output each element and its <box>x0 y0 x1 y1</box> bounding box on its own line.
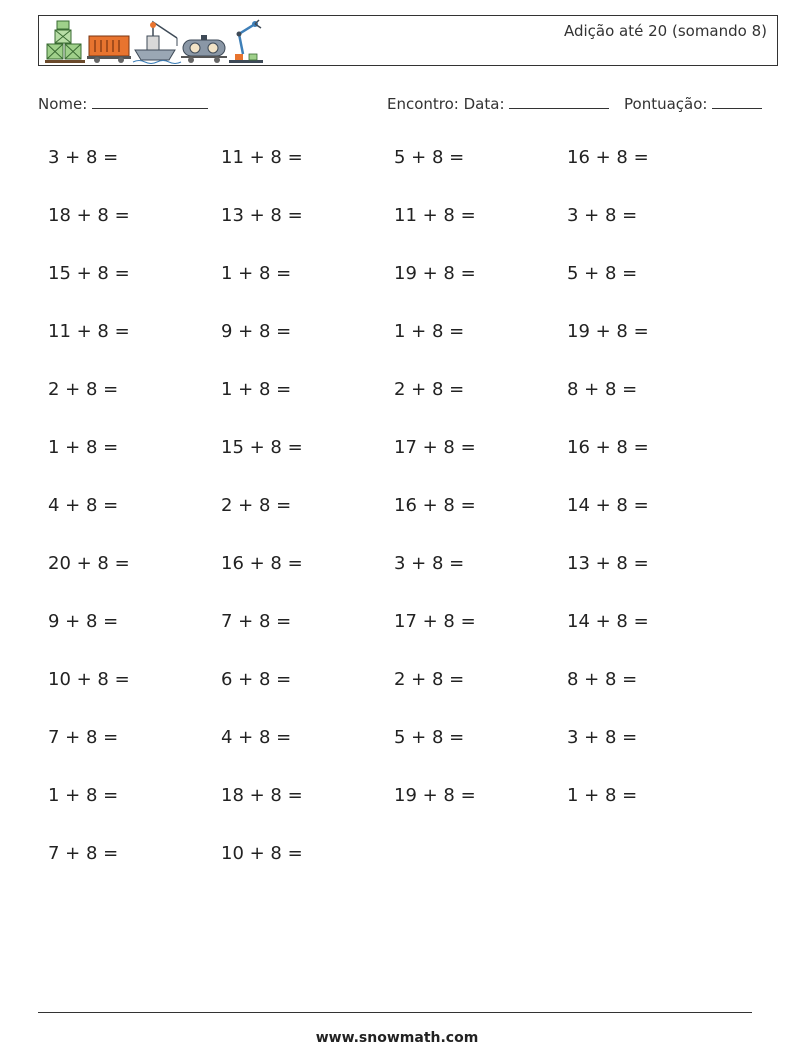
problem-item: 15 + 8 = <box>221 437 303 458</box>
date-blank[interactable] <box>509 94 609 109</box>
problem-item: 16 + 8 = <box>221 553 303 574</box>
problem-item: 7 + 8 = <box>48 843 119 864</box>
problem-item: 20 + 8 = <box>48 553 130 574</box>
score-label: Pontuação: <box>624 95 708 113</box>
stacked-crates-icon <box>45 21 85 63</box>
problem-item: 6 + 8 = <box>221 669 292 690</box>
problem-item: 11 + 8 = <box>221 147 303 168</box>
problem-item: 17 + 8 = <box>394 437 476 458</box>
header-illustration <box>43 18 268 64</box>
problem-item: 15 + 8 = <box>48 263 130 284</box>
problem-item: 3 + 8 = <box>567 205 638 226</box>
problem-item: 2 + 8 = <box>394 379 465 400</box>
problem-item: 13 + 8 = <box>567 553 649 574</box>
problem-item: 8 + 8 = <box>567 379 638 400</box>
problem-item: 18 + 8 = <box>221 785 303 806</box>
problem-item: 11 + 8 = <box>48 321 130 342</box>
problem-item: 7 + 8 = <box>221 611 292 632</box>
problem-item: 3 + 8 = <box>48 147 119 168</box>
name-field <box>38 94 208 113</box>
problem-item: 3 + 8 = <box>567 727 638 748</box>
encounter-date-field <box>387 94 609 113</box>
problem-item: 9 + 8 = <box>221 321 292 342</box>
problem-item: 1 + 8 = <box>48 437 119 458</box>
problem-item: 19 + 8 = <box>394 785 476 806</box>
problem-item: 2 + 8 = <box>48 379 119 400</box>
footer-url: www.snowmath.com <box>315 1030 479 1046</box>
problem-item: 1 + 8 = <box>221 379 292 400</box>
problem-item: 2 + 8 = <box>394 669 465 690</box>
problem-item: 19 + 8 = <box>394 263 476 284</box>
problem-item: 5 + 8 = <box>394 727 465 748</box>
problem-item: 19 + 8 = <box>567 321 649 342</box>
problem-item: 5 + 8 = <box>394 147 465 168</box>
name-blank[interactable] <box>92 94 208 109</box>
header-box <box>38 15 778 66</box>
robot-arm-icon <box>229 20 263 63</box>
problem-item: 2 + 8 = <box>221 495 292 516</box>
problem-item: 1 + 8 = <box>221 263 292 284</box>
worksheet-title: Adição até 20 (somando 8) <box>563 22 767 40</box>
tank-wagon-icon <box>181 35 227 63</box>
problem-item: 4 + 8 = <box>48 495 119 516</box>
problem-item: 10 + 8 = <box>221 843 303 864</box>
problem-item: 4 + 8 = <box>221 727 292 748</box>
problem-item: 16 + 8 = <box>567 437 649 458</box>
encounter-date-label: Encontro: Data: <box>387 95 505 113</box>
problem-item: 5 + 8 = <box>567 263 638 284</box>
problem-item: 16 + 8 = <box>394 495 476 516</box>
problem-item: 16 + 8 = <box>567 147 649 168</box>
score-blank[interactable] <box>712 94 762 109</box>
problem-item: 10 + 8 = <box>48 669 130 690</box>
freight-wagon-icon <box>87 36 131 63</box>
name-label: Nome: <box>38 95 88 113</box>
problem-item: 9 + 8 = <box>48 611 119 632</box>
problem-item: 1 + 8 = <box>48 785 119 806</box>
problem-item: 18 + 8 = <box>48 205 130 226</box>
score-field <box>624 94 762 113</box>
problem-item: 14 + 8 = <box>567 611 649 632</box>
problem-item: 1 + 8 = <box>394 321 465 342</box>
problem-item: 11 + 8 = <box>394 205 476 226</box>
problem-item: 8 + 8 = <box>567 669 638 690</box>
problem-item: 3 + 8 = <box>394 553 465 574</box>
problem-item: 17 + 8 = <box>394 611 476 632</box>
crane-ship-icon <box>133 22 181 64</box>
problem-item: 14 + 8 = <box>567 495 649 516</box>
problem-item: 13 + 8 = <box>221 205 303 226</box>
problem-item: 7 + 8 = <box>48 727 119 748</box>
footer-divider <box>38 1012 752 1013</box>
problem-item: 1 + 8 = <box>567 785 638 806</box>
